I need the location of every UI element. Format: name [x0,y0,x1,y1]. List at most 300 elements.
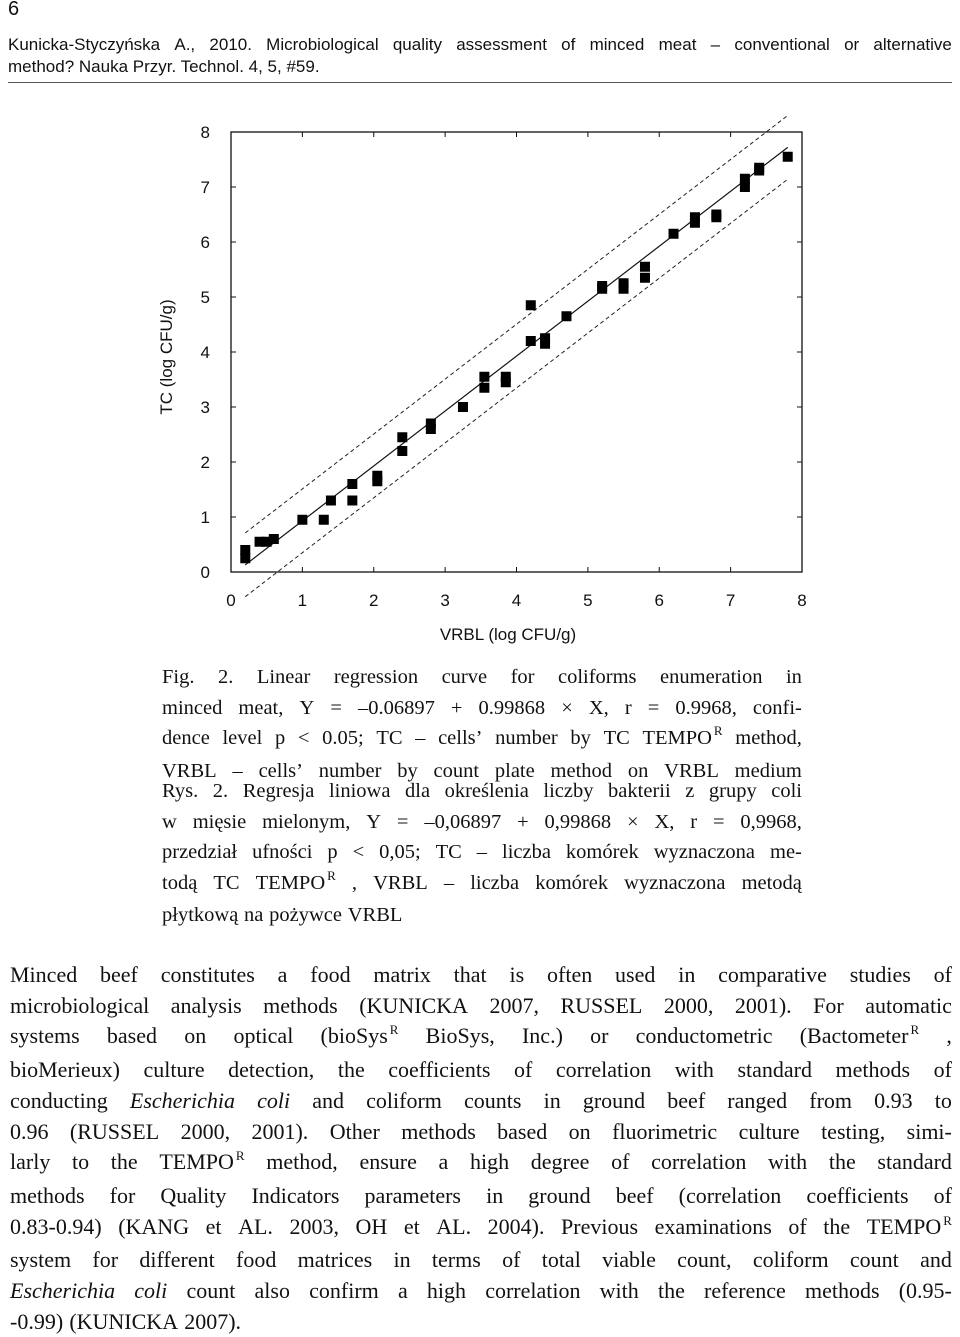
body-line [10,1117,952,1148]
word [737,1055,812,1086]
word-text: -0.99) [10,1308,64,1334]
caption-line [162,723,802,756]
word [547,960,592,991]
word-text: 0.83-0.94) [10,1213,102,1239]
citation-word: A., [174,35,196,54]
word [404,1212,420,1246]
word [257,1086,290,1117]
word-text: terms [431,1247,481,1273]
body-line [10,1086,952,1117]
page-number: 6 [8,0,20,20]
word-text: different [139,1247,215,1273]
word-text: coliform [752,1247,829,1273]
word [184,1021,206,1055]
word-text: confirm [309,1278,379,1304]
word [393,1245,410,1276]
word-text: 2. [217,666,234,688]
word-text: TC [603,727,630,749]
y-tick-label: 5 [200,288,210,307]
word-text: or [590,1023,609,1049]
word-text: in [486,1182,504,1208]
word [934,960,952,991]
word-text: –0,06897 [424,810,502,833]
data-point [540,333,550,343]
word [583,1086,645,1117]
word-text: correlation [485,1278,581,1304]
word [10,1307,63,1337]
word [624,868,725,901]
x-tick-label: 1 [297,591,308,610]
word-text: comparative [718,962,827,987]
word-text: ranged [727,1087,788,1113]
word-text: on [184,1023,207,1049]
word-text: ground [582,1087,646,1113]
word [612,1117,717,1148]
word-text: VRBL [664,759,719,782]
word [934,1055,952,1086]
registered-trademark-icon: R [327,867,336,883]
body-line [10,1181,952,1212]
word-text: by [570,727,591,749]
word-text: based [106,1023,157,1049]
word [161,960,255,991]
word-text: beef [615,1182,654,1208]
word [10,1055,120,1086]
citation-word: Kunicka-Styczyńska [8,35,161,54]
word [162,693,222,724]
y-tick-label: 4 [200,343,210,362]
word [517,807,529,838]
word [604,723,630,756]
figure-caption-english [162,662,802,786]
word [322,723,364,756]
word-text: in [393,1247,411,1273]
word [543,776,593,807]
x-tick-label: 6 [654,591,664,610]
data-points [240,152,792,564]
word [405,776,430,807]
word-text: Escherichia [129,1087,235,1113]
word-text: mięsie [192,810,247,833]
word-text: in [543,1087,561,1113]
word-text: dence [162,727,210,749]
word-text: grupy [708,780,757,802]
word-text: BioSys, [425,1023,495,1049]
word [162,662,194,693]
word [330,693,342,724]
word-text: Indicators [251,1182,340,1208]
word [660,662,762,693]
word-text: ground [528,1182,591,1208]
word-text: the [823,1213,851,1239]
word-text: ufności [252,841,313,863]
word [625,693,632,724]
word-text: = [647,696,660,719]
word [542,1245,581,1276]
word [10,991,149,1022]
y-axis-label: TC (log CFU/g) [157,299,176,415]
x-tick-label: 5 [583,591,593,610]
word-text: na [244,904,264,926]
word [107,1021,157,1055]
word [771,776,802,807]
word-text: plate [494,759,535,782]
word [244,900,263,931]
word-text: coli [257,1087,291,1113]
word-text: a [438,1149,449,1175]
word-text: r [690,810,698,833]
word-text: standard [877,1149,952,1175]
body-line [10,1055,952,1086]
word [445,776,529,807]
word [162,900,238,931]
word-text: bakterii [608,780,671,802]
body-line [10,1276,952,1307]
word-text: 0.05; [322,727,364,749]
word-text: that [453,962,487,987]
caption-line [162,807,802,838]
word-text: VRBL [373,871,428,894]
word [373,960,430,991]
word-text: liniowa [328,780,391,802]
data-point [526,300,536,310]
word [685,776,694,807]
word [334,662,418,693]
word-text: coliform [366,1087,442,1113]
citation-word: 2010. [209,35,252,54]
word-text: 2004). [487,1213,545,1239]
citation-line-1 [8,34,952,56]
word-text: on [627,759,649,782]
word [359,1147,416,1181]
word-text: (0.95- [898,1278,952,1304]
data-point [326,496,336,506]
word-text: AL. [238,1213,273,1239]
word-text: count [849,1247,899,1273]
word-text: for [109,1182,136,1208]
word-text: matrices [297,1247,373,1273]
word [373,868,428,901]
x-tick-label: 0 [226,591,236,610]
citation-word: conventional [734,35,830,54]
word-text: methods [263,992,338,1018]
word [206,1212,222,1246]
word-text: methods [835,1057,911,1083]
word [809,1086,852,1117]
caption-line [162,837,802,868]
word [477,837,487,868]
citation-word: alternative [873,35,952,54]
word [436,837,462,868]
word [397,807,409,838]
word [72,1147,89,1181]
word [415,723,425,756]
word [545,807,612,838]
word [561,693,573,724]
word-text: methods [805,1278,880,1304]
word-text: studies [849,962,911,987]
word-text: 2003, [289,1213,339,1239]
y-tick-label: 3 [200,398,210,417]
word-text: przedział [162,841,238,863]
data-point [640,273,650,283]
word-text: X, [654,810,675,833]
word [470,868,519,901]
word-text: count, [677,1247,732,1273]
word [329,776,391,807]
word-text: TEMPO [159,1149,234,1175]
word-text: 0,9968, [740,810,802,833]
word-text: systems [10,1023,80,1049]
data-point [397,446,407,456]
word-text: 0.96 [10,1118,49,1144]
word-text: 2001). [734,992,792,1018]
data-point [347,496,357,506]
word [502,1245,520,1276]
word [836,1055,911,1086]
word [642,723,722,756]
word [278,960,288,991]
word-text: (RUSSEL [69,1118,160,1144]
word-text: (KUNICKA [359,992,468,1018]
header-rule [8,82,952,83]
word [675,693,737,724]
word-text: fluorimetric [612,1118,718,1144]
word [442,662,488,693]
word [727,1086,787,1117]
data-point [479,383,489,393]
word-text: conducting [10,1087,108,1113]
word [742,868,802,901]
word [590,1021,608,1055]
word [558,662,637,693]
word-text: Previous [561,1213,639,1239]
word-text: culture [143,1057,205,1083]
word [218,662,233,693]
word [522,1021,563,1055]
data-point [458,402,468,412]
word-text: TEMPO [255,871,326,894]
word-text: – [443,871,455,894]
word-text: of [788,1213,807,1239]
word-text: Y [299,696,315,719]
word-text: mielonym, [262,810,351,833]
word [648,693,660,724]
word [907,1117,952,1148]
word [358,693,435,724]
caption-line [162,900,802,931]
word [920,1245,952,1276]
plot-frame [231,132,802,572]
word-text: total [541,1247,581,1273]
data-point [754,163,764,173]
word-text: TC [435,841,462,863]
word-text: in [678,962,696,987]
word-text: coefficients [388,1057,491,1083]
word-text: of [933,1057,952,1083]
body-line [10,1021,952,1055]
word-text: 2001). [251,1118,309,1144]
word [10,960,77,991]
x-tick-label: 3 [440,591,450,610]
data-point [640,262,650,272]
word [946,1021,952,1055]
word-text: to [72,1149,90,1175]
word [352,868,357,901]
word-text: Minced [10,962,78,987]
word-text: method [550,759,613,782]
word-text: Escherichia [10,1278,116,1304]
word-text: a [397,1278,408,1304]
word [162,807,177,838]
word-text: = [712,810,725,833]
word [269,900,342,931]
word [184,1307,241,1337]
registered-trademark-icon: R [235,1148,245,1164]
word-text: methods [401,1118,476,1144]
registered-trademark-icon: R [910,1022,920,1038]
word-text: viable [602,1247,656,1273]
word [159,1147,244,1181]
registered-trademark-icon: R [389,1022,399,1038]
word [310,960,350,991]
citation-word: minced [589,35,645,54]
word [251,1181,339,1212]
data-point [597,281,607,291]
x-tick-label: 2 [369,591,379,610]
word [497,1117,547,1148]
word [213,776,228,807]
word [489,991,539,1022]
word-text: 2. [212,780,229,802]
word-text: p [274,727,286,749]
word [257,662,311,693]
word [600,1276,639,1307]
word-text: with [768,1149,808,1175]
word-text: VRBL [347,904,403,926]
word [739,1117,800,1148]
word [495,723,558,756]
word-text: 2000, [663,992,714,1018]
word-text: of [502,1247,521,1273]
word-text: by [397,759,418,782]
word-text: et [205,1213,222,1239]
data-point [526,336,536,346]
word [10,1276,115,1307]
word [454,960,487,991]
word [602,1245,656,1276]
word [299,693,314,724]
word-text: standard [737,1057,812,1083]
word [654,837,755,868]
caption-line [162,868,802,901]
word-text: and [312,1087,344,1113]
word [713,807,725,838]
data-point [240,545,250,555]
x-tick-label: 4 [511,591,522,610]
data-point [711,210,721,220]
upper-confidence-line [245,115,787,532]
word [312,1086,344,1117]
word [92,1245,118,1276]
word-text: p [327,841,338,863]
word [186,1276,235,1307]
plot-border [231,132,802,572]
word-text: (bioSys [320,1023,388,1049]
word-text: microbiological [10,992,150,1018]
word [627,807,639,838]
word-text: – [476,841,488,863]
word-text: method, [266,1149,338,1175]
word [10,1212,102,1246]
word-text: a [277,962,288,987]
word [667,1086,705,1117]
word-text: Quality [160,1182,227,1208]
word [608,776,671,807]
word [110,1181,136,1212]
word [502,837,551,868]
word [359,991,468,1022]
word-text: coli [134,1278,168,1304]
word [236,1245,276,1276]
word-text: 0.99868 [478,696,546,719]
word-text: Rys. [162,780,199,802]
citation-word: or [844,35,860,54]
word-text: number [318,759,382,782]
word [139,1245,214,1276]
word [100,960,138,991]
data-point [619,278,629,288]
y-tick-label: 2 [200,453,210,472]
word-text: and [920,1247,952,1273]
word [821,1117,885,1148]
word [655,1212,772,1246]
body-line [10,1307,952,1337]
body-line [10,960,952,991]
word-text: komórek [535,871,609,894]
x-tick-label: 8 [797,591,807,610]
citation-word: – [710,35,721,54]
word-text: OH [355,1213,388,1239]
word [398,1276,408,1307]
word-text: Other [329,1118,380,1144]
word [439,1147,449,1181]
regression-scatter-chart [0,110,960,650]
word-text: komórek [565,841,639,863]
word [829,1147,856,1181]
word [426,1021,495,1055]
word-text: = [330,696,342,719]
word [934,1181,952,1212]
word-text: coli [771,780,802,802]
word-text: TC [376,727,403,749]
word-text: the [828,1149,856,1175]
word [664,991,714,1022]
word [338,1055,365,1086]
word [488,1212,545,1246]
word-text: < [297,727,310,749]
word-text: + [517,810,529,833]
word [935,1086,952,1117]
word-text: system [10,1247,72,1273]
word-text: used [615,962,656,987]
word-text: 2007). [184,1308,242,1334]
word-text: pożywce [269,904,342,926]
word [514,1055,532,1086]
word [560,991,642,1022]
word [366,1086,442,1117]
word-text: bioMerieux) [10,1057,120,1083]
